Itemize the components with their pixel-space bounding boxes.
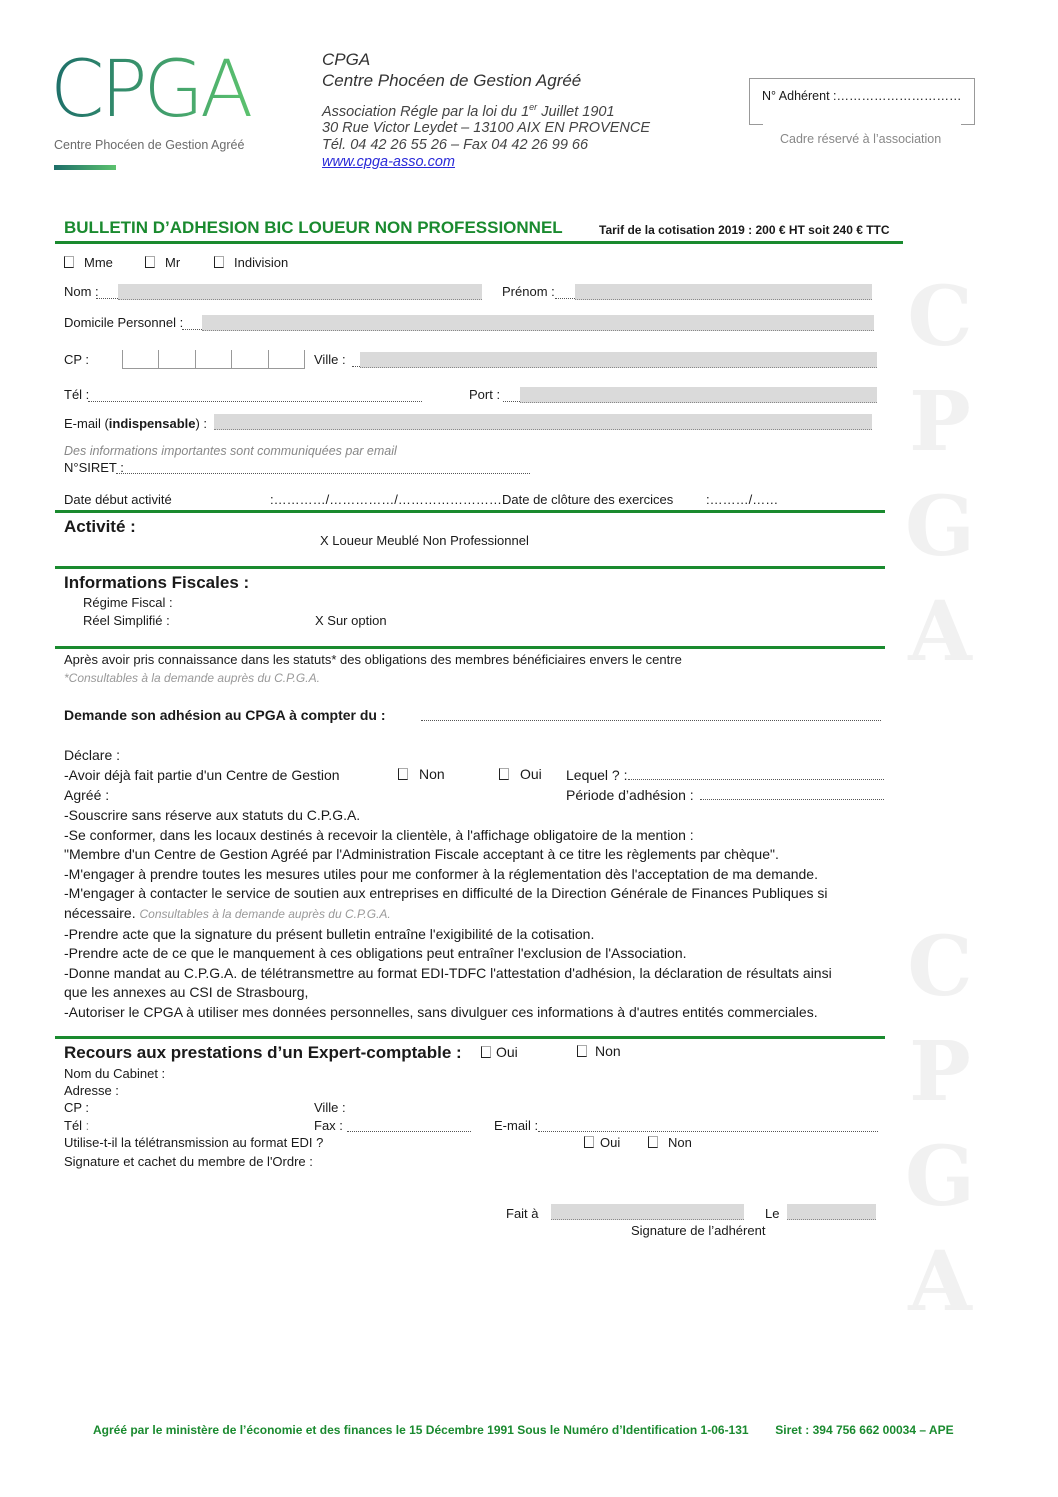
title-rule bbox=[55, 241, 903, 244]
engagement-intro: Après avoir pris connaissance dans les statuts* des obligations des membres bénéficiaires envers le centre bbox=[64, 652, 682, 667]
expert-email-field[interactable] bbox=[538, 1131, 878, 1132]
law-line-date: Juillet 1901 bbox=[537, 103, 615, 120]
domicile-field[interactable] bbox=[202, 315, 874, 331]
periode-label: Période d’adhésion : bbox=[566, 787, 694, 803]
option-label: Non bbox=[668, 1135, 692, 1150]
engagement-line: que les annexes au CSI de Strasbourg, bbox=[64, 984, 309, 1001]
engagement-line: -Prendre acte que la signature du présent bulletin entraîne l'exigibilité de la cotisation. bbox=[64, 925, 595, 942]
checkbox-icon[interactable] bbox=[648, 1136, 658, 1148]
domicile-label: Domicile Personnel : bbox=[64, 315, 184, 330]
org-name: Centre Phocéen de Gestion Agréé bbox=[322, 71, 582, 90]
siret-field[interactable] bbox=[116, 473, 530, 474]
watermark-letter: G bbox=[904, 479, 976, 575]
date-debut-field[interactable]: :…………/……………/…………………… bbox=[270, 492, 502, 507]
checkbox-icon[interactable] bbox=[64, 256, 74, 268]
reel-label: Réel Simplifié : bbox=[83, 613, 170, 628]
logo-subtitle: Centre Phocéen de Gestion Agréé bbox=[54, 138, 245, 152]
email-label-bold: indispensable bbox=[108, 416, 196, 431]
civility-indivision[interactable] bbox=[214, 255, 288, 270]
email-label-text: E-mail ( bbox=[64, 416, 109, 431]
civility-mme[interactable] bbox=[64, 255, 113, 270]
expert-tel-colon: : bbox=[82, 1118, 90, 1133]
cabinet-label: Nom du Cabinet : bbox=[64, 1066, 166, 1081]
email-field[interactable] bbox=[214, 414, 872, 430]
section-rule bbox=[55, 1036, 885, 1039]
expert-title: Recours aux prestations d’un Expert-comptable : bbox=[64, 1043, 462, 1062]
agree-label: Agréé : bbox=[64, 787, 110, 803]
section-rule bbox=[55, 566, 885, 569]
demande-date-field[interactable] bbox=[421, 720, 881, 721]
option-label: Non bbox=[419, 766, 445, 782]
expert-cp-label: CP : bbox=[64, 1100, 90, 1115]
cp-label: CP : bbox=[64, 352, 90, 367]
form-title: BULLETIN D’ADHESION BIC LOUEUR NON PROFESSIONNEL bbox=[64, 218, 563, 237]
ville-field[interactable] bbox=[360, 352, 877, 368]
engagement-line: -Souscrire sans réserve aux statuts du C.P.G.A. bbox=[64, 807, 361, 823]
expert-adresse-label: Adresse : bbox=[64, 1083, 119, 1098]
siret-label: N°SIRET : bbox=[64, 460, 124, 475]
engagement-line: -Prendre acte de ce que le manquement à ces obligations peut entraîner l'exclusion de l'Association. bbox=[64, 945, 687, 962]
periode-field[interactable] bbox=[700, 799, 884, 800]
option-label: Oui bbox=[496, 1044, 518, 1060]
address: 30 Rue Victor Leydet – 13100 AIX EN PROVENCE bbox=[322, 120, 651, 136]
date-cloture-label: Date de clôture des exercices bbox=[502, 492, 674, 507]
centre-oui-option[interactable] bbox=[499, 766, 542, 782]
fait-field[interactable] bbox=[551, 1204, 744, 1220]
port-label: Port : bbox=[469, 387, 501, 402]
reserved-caption: Cadre réservé à l’association bbox=[780, 132, 942, 146]
watermark-letter: C bbox=[907, 269, 973, 365]
engagement-line bbox=[64, 904, 832, 925]
watermark-letter: G bbox=[904, 1129, 976, 1225]
activite-title: Activité : bbox=[64, 517, 136, 536]
watermark-letter: A bbox=[908, 1234, 972, 1330]
fait-label: Fait à bbox=[506, 1206, 539, 1221]
expert-ville-label: Ville : bbox=[314, 1100, 346, 1115]
le-field[interactable] bbox=[787, 1204, 876, 1220]
watermark-letter: P bbox=[909, 1024, 971, 1120]
watermark-letter: P bbox=[909, 374, 971, 470]
date-cloture-field[interactable]: :………/…… bbox=[706, 492, 779, 507]
nom-label: Nom : bbox=[64, 284, 99, 299]
logo-text: CPGA bbox=[50, 48, 250, 128]
fiscal-title: Informations Fiscales : bbox=[64, 573, 250, 592]
member-number-field[interactable]: N° Adhérent :………………………… bbox=[762, 89, 962, 103]
engagement-line: -Se conformer, dans les locaux destinés à recevoir la clientèle, à l'affichage obligatoire de la mention : bbox=[64, 826, 694, 843]
engagement-line: -M'engager à prendre toutes les mesures utiles pour me conformer à la réglementation dès l'acceptation de ma demande. bbox=[64, 865, 818, 882]
ville-label: Ville : bbox=[314, 352, 346, 367]
expert-oui-option[interactable] bbox=[481, 1044, 518, 1060]
activite-choice[interactable]: X Loueur Meublé Non Professionnel bbox=[320, 533, 529, 548]
email-label bbox=[64, 416, 207, 431]
engagement-list bbox=[64, 806, 832, 1023]
phone-fax: Tél. 04 42 26 55 26 – Fax 04 42 26 99 66 bbox=[322, 137, 589, 153]
engagement-note: *Consultables à la demande auprès du C.P.G.A. bbox=[64, 671, 320, 685]
expert-non-option[interactable] bbox=[577, 1043, 621, 1059]
email-label-colon: ) : bbox=[195, 416, 208, 431]
org-short: CPGA bbox=[322, 50, 371, 69]
footer-text: Agréé par le ministère de l’économie et des finances le 15 Décembre 1991 Sous le Numéro d’Identification 1-06-131 Siret : 394 756 662 00034 – APE bbox=[93, 1423, 954, 1437]
cpga-logo bbox=[50, 48, 280, 178]
edi-question: Utilise-t-il la télétransmission au format EDI ? bbox=[64, 1135, 324, 1150]
lequel-label: Lequel ? : bbox=[566, 767, 628, 783]
civility-label: Mr bbox=[165, 255, 181, 270]
option-label: Oui bbox=[600, 1135, 621, 1150]
watermark-letter: C bbox=[907, 919, 973, 1015]
checkbox-icon[interactable] bbox=[577, 1045, 587, 1057]
prenom-label: Prénom : bbox=[502, 284, 555, 299]
logo-underline bbox=[54, 165, 116, 170]
watermark-letter: A bbox=[908, 584, 972, 680]
option-label: Oui bbox=[520, 766, 542, 782]
checkbox-icon[interactable] bbox=[584, 1136, 594, 1148]
expert-tel-label bbox=[64, 1118, 89, 1133]
civility-label: Indivision bbox=[234, 255, 289, 270]
expert-email-label: E-mail : bbox=[494, 1118, 539, 1133]
cpga-logo-mark bbox=[50, 48, 280, 128]
tariff: Tarif de la cotisation 2019 : 200 € HT soit 240 € TTC bbox=[599, 223, 890, 237]
law-line bbox=[322, 102, 615, 120]
law-line-text: Association Régle par la loi du 1 bbox=[322, 103, 530, 120]
necessaire-note: Consultables à la demande auprès du C.P.G.A. bbox=[139, 906, 391, 921]
tel-field[interactable] bbox=[88, 401, 422, 402]
email-note: Des informations importantes sont communiquées par email bbox=[64, 444, 397, 458]
prenom-field[interactable] bbox=[575, 284, 872, 300]
civility-mr[interactable] bbox=[145, 255, 180, 270]
centre-question: -Avoir déjà fait partie d'un Centre de Gestion bbox=[64, 767, 340, 783]
checkbox-icon[interactable] bbox=[398, 768, 408, 780]
checkbox-icon[interactable] bbox=[481, 1046, 491, 1058]
tel-label: Tél : bbox=[64, 387, 90, 402]
website-link[interactable]: www.cpga-asso.com bbox=[322, 154, 455, 170]
option-label: Non bbox=[595, 1043, 621, 1059]
edi-non-option[interactable] bbox=[648, 1135, 692, 1150]
port-field[interactable] bbox=[520, 387, 877, 403]
engagement-line: -Autoriser le CPGA à utiliser mes données personnelles, sans divulguer ces informations à d'autres entités commerciales. bbox=[64, 1003, 818, 1020]
le-label: Le bbox=[765, 1206, 780, 1221]
section-rule bbox=[55, 510, 885, 513]
demande-label: Demande son adhésion au CPGA à compter du : bbox=[64, 707, 386, 723]
reserved-box bbox=[749, 78, 975, 125]
date-debut-label: Date début activité bbox=[64, 492, 172, 507]
fiscal-option[interactable]: X Sur option bbox=[315, 613, 387, 628]
necessaire-text: nécessaire. bbox=[64, 904, 136, 921]
engagement-line: "Membre d'un Centre de Gestion Agréé par l'Administration Fiscale acceptant à ce titre les règlements par chèque". bbox=[64, 846, 779, 863]
expert-fax-field[interactable] bbox=[347, 1131, 471, 1132]
centre-non-option[interactable] bbox=[398, 766, 445, 782]
expert-fax-label: Fax : bbox=[314, 1118, 343, 1133]
cp-field[interactable] bbox=[122, 350, 305, 369]
lequel-field[interactable] bbox=[628, 779, 884, 780]
checkbox-icon[interactable] bbox=[499, 768, 509, 780]
checkbox-icon[interactable] bbox=[145, 256, 155, 268]
nom-field[interactable] bbox=[118, 284, 482, 300]
expert-signature-label: Signature et cachet du membre de l'Ordre : bbox=[64, 1154, 313, 1169]
edi-oui-option[interactable] bbox=[584, 1135, 620, 1150]
civility-label: Mme bbox=[84, 255, 113, 270]
engagement-line: -Donne mandat au C.P.G.A. de télétransmettre au format EDI-TDFC l'attestation d'adhésion, la déclaration de résultats ainsi bbox=[64, 964, 832, 981]
declare-label: Déclare : bbox=[64, 747, 121, 763]
engagement-line: -M'engager à contacter le service de soutien aux entreprises en difficulté de la Direction Générale de Finances Publiques si bbox=[64, 885, 828, 902]
checkbox-icon[interactable] bbox=[214, 256, 224, 268]
law-line-sup: er bbox=[529, 102, 538, 112]
regime-label: Régime Fiscal : bbox=[83, 595, 173, 610]
section-rule bbox=[55, 646, 885, 649]
expert-tel-text: Tél bbox=[64, 1118, 83, 1133]
signature-caption: Signature de l’adhérent bbox=[631, 1223, 766, 1238]
